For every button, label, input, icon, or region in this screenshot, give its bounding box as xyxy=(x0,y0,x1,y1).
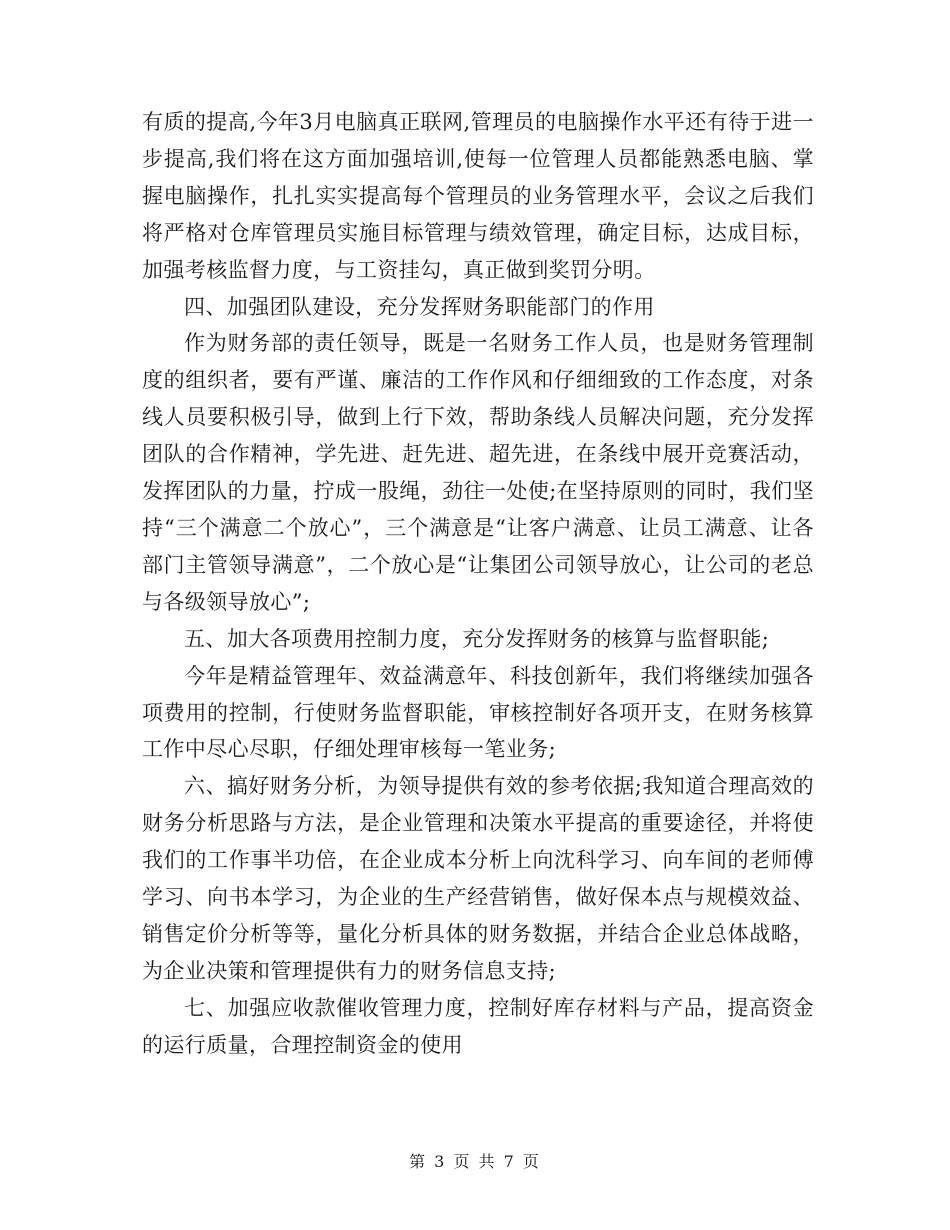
paragraph-financial-analysis: 六、搞好财务分析，为领导提供有效的参考依据;我知道合理高效的财务分析思路与方法，是企业管理和决策水平提高的重要途径，并将使我们的工作事半功倍，在企业成本分析上向沈科学习、向车间的老师傅学习、向书本学习，为企业的生产经营销售，做好保本点与规模效益、销售定价分析等等，量化分析具体的财务数据，并结合企业总体战略，为企业决策和管理提供有力的财务信息支持; xyxy=(142,774,814,983)
section-heading-5: 五、加大各项费用控制力度，充分发挥财务的核算与监督职能; xyxy=(184,626,770,651)
paragraph-team-building: 作为财务部的责任领导，既是一名财务工作人员，也是财务管理制度的组织者，要有严谨、廉洁的工作作风和仔细细致的工作态度，对条线人员要积极引导，做到上行下效，帮助条线人员解决问题，充分发挥团队的合作精神，学先进、赶先进、超先进，在条线中展开竞赛活动，发挥团队的力量，拧成一股绳，劲往一处使;在坚持原则的同时，我们坚持“三个满意二个放心”，三个满意是“让客户满意、让员工满意、让各部门主管领导满意”，二个放心是“让集团公司领导放心，让公司的老总与各级领导放心”; xyxy=(142,331,814,614)
paragraph-receivables: 七、加强应收款催收管理力度，控制好库存材料与产品，提高资金的运行质量，合理控制资金的使用 xyxy=(142,995,814,1057)
section-heading-4: 四、加强团队建设，充分发挥财务职能部门的作用 xyxy=(184,294,655,319)
paragraph-continued: 有质的提高,今年3月电脑真正联网,管理员的电脑操作水平还有待于进一步提高,我们将在这方面加强培训,使每一位管理人员都能熟悉电脑、掌握电脑操作，扎扎实实提高每个管理员的业务管理水平，会议之后我们将严格对仓库管理员实施目标管理与绩效管理，确定目标，达成目标，加强考核监督力度，与工资挂勾，真正做到奖罚分明。 xyxy=(142,110,814,282)
document-body xyxy=(142,104,814,1064)
page-number-footer: 第 3 页 共 7 页 xyxy=(409,1152,541,1171)
paragraph-cost-control: 今年是精益管理年、效益满意年、科技创新年，我们将继续加强各项费用的控制，行使财务监督职能，审核控制好各项开支，在财务核算工作中尽心尽职，仔细处理审核每一笔业务; xyxy=(142,663,814,762)
